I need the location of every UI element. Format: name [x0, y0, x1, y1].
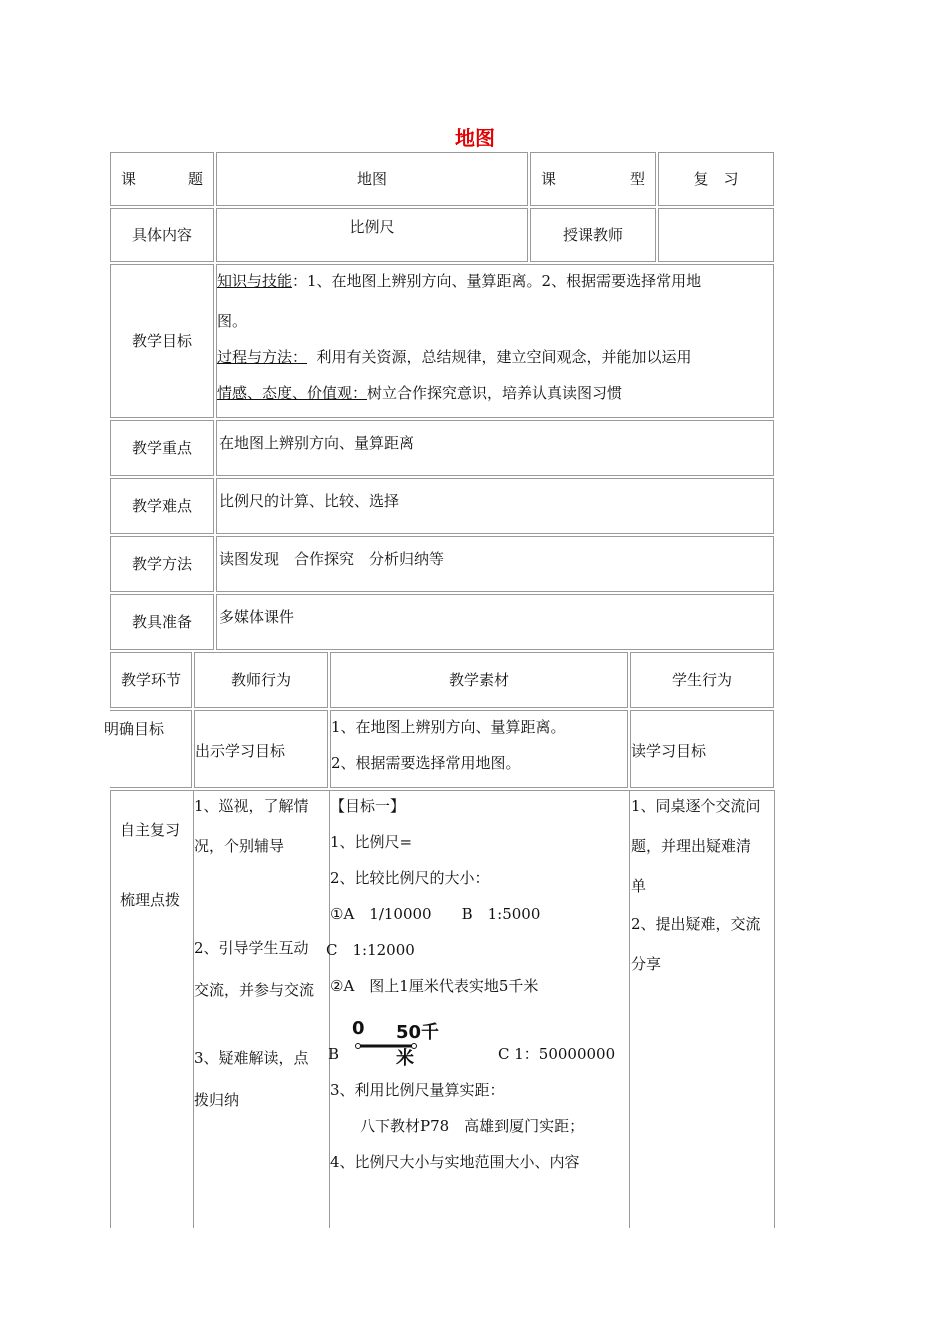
row1-student — [630, 710, 774, 788]
row1-teacher — [194, 710, 328, 788]
row1-teacher-text: 出示学习目标 — [195, 742, 286, 760]
teacher-value — [658, 208, 774, 262]
row2-right-border — [774, 790, 775, 1228]
row1-material — [330, 710, 628, 788]
teacher-label: 授课教师 — [530, 208, 656, 262]
goals-emotion-line — [217, 383, 622, 403]
header-material: 教学素材 — [330, 652, 628, 708]
goals-process-line — [217, 347, 692, 367]
row2-teacher-line3: 2、引导学生互动 — [194, 939, 309, 957]
goals-emotion-text: 树立合作探究意识，培养认真读图习惯 — [367, 384, 623, 402]
lesson-type-label-char2: 型 — [629, 170, 645, 188]
lesson-topic-label — [110, 152, 214, 206]
row2-material-option-b: B — [328, 1045, 340, 1063]
goals-process-head: 过程与方法： — [217, 348, 308, 366]
page-title: 地图 — [455, 126, 495, 150]
difficulty-text: 比例尺的计算、比较、选择 — [216, 478, 774, 534]
header-teacher: 教师行为 — [194, 652, 328, 708]
goals-knowledge-text: ：1、在地图上辨别方向、量算距离。2、根据需要选择常用地 — [292, 272, 702, 290]
lesson-type-label-char1: 课 — [541, 170, 557, 188]
scale-bar-line — [346, 1014, 456, 1054]
lesson-plan-table — [104, 148, 780, 1228]
scale-bar-zero: 0 — [352, 1018, 365, 1039]
row2-teacher-line1: 1、巡视，了解情 — [194, 797, 309, 815]
row2-teacher-line5: 3、疑难解读，点 — [194, 1049, 309, 1067]
row2-material-option-c: C 1：50000000 — [498, 1045, 616, 1063]
tools-label: 教具准备 — [110, 594, 214, 650]
goals-knowledge-head: 知识与技能 — [217, 272, 293, 290]
row1-stage — [104, 710, 192, 788]
row2-material-line9: 4、比例尺大小与实地范围大小、内容 — [330, 1153, 580, 1171]
row1-material-line2: 2、根据需要选择常用地图。 — [331, 754, 521, 772]
goals-knowledge-line — [217, 271, 701, 291]
row2-material-line7: 3、利用比例尺量算实距： — [330, 1081, 505, 1099]
row2-material-line5: ②A 图上1厘米代表实地5千米 — [330, 977, 539, 995]
row1-student-text: 读学习目标 — [631, 742, 707, 760]
goals-label: 教学目标 — [110, 264, 214, 418]
content-value: 比例尺 — [216, 208, 528, 262]
row2-material-line2: 2、比较比例尺的大小： — [330, 869, 490, 887]
row2-material-goal: 【目标一】 — [330, 797, 406, 815]
lesson-topic-value: 地图 — [216, 152, 528, 206]
lesson-topic-label-char1: 课 — [121, 170, 137, 188]
tools-text: 多媒体课件 — [216, 594, 774, 650]
goals-emotion-head: 情感、态度、价值观： — [217, 384, 368, 402]
goals-content — [216, 264, 774, 418]
row2-student-line3: 单 — [631, 877, 647, 895]
header-stage: 教学环节 — [110, 652, 192, 708]
lesson-type-value: 复 习 — [658, 152, 774, 206]
row2-material-line8: 八下教材P78 高雄到厦门实距； — [360, 1117, 585, 1135]
header-student: 学生行为 — [630, 652, 774, 708]
row1-stage-text: 明确目标 — [104, 720, 165, 738]
row2-left-border — [110, 790, 111, 1228]
scale-bar — [346, 1014, 456, 1069]
row2-material-line3: ①A 1/10000 B 1:5000 — [330, 905, 541, 923]
row2-student-line2: 题，并理出疑难清 — [631, 837, 752, 855]
goals-knowledge-line2: 图。 — [217, 312, 248, 330]
row2-student-line4: 2、提出疑难，交流 — [631, 915, 761, 933]
row2-material-line4: C 1:12000 — [326, 941, 415, 959]
row2-material-line1: 1、比例尺= — [330, 833, 413, 851]
method-label: 教学方法 — [110, 536, 214, 592]
row2-stage-line2: 梳理点拨 — [120, 891, 181, 909]
row2-divider-3 — [629, 790, 630, 1228]
row2-student-line5: 分享 — [631, 955, 662, 973]
content-label: 具体内容 — [110, 208, 214, 262]
goals-process-text: 利用有关资源，总结规律，建立空间观念，并能加以运用 — [307, 348, 692, 366]
difficulty-label: 教学难点 — [110, 478, 214, 534]
scale-bar-value: 50千米 — [396, 1022, 440, 1069]
method-text: 读图发现 合作探究 分析归纳等 — [216, 536, 774, 592]
row2-student-line1: 1、同桌逐个交流问 — [631, 797, 761, 815]
lesson-topic-label-char2: 题 — [187, 170, 203, 188]
row2-teacher-line6: 拨归纳 — [194, 1091, 240, 1109]
row2-teacher-line4: 交流，并参与交流 — [194, 981, 315, 999]
row2-teacher-line2: 况，个别辅导 — [194, 837, 285, 855]
focus-text: 在地图上辨别方向、量算距离 — [216, 420, 774, 476]
focus-label: 教学重点 — [110, 420, 214, 476]
row1-material-line1: 1、在地图上辨别方向、量算距离。 — [331, 718, 566, 736]
row2-top-border — [110, 790, 774, 791]
row2-stage-line1: 自主复习 — [120, 821, 181, 839]
lesson-type-label — [530, 152, 656, 206]
